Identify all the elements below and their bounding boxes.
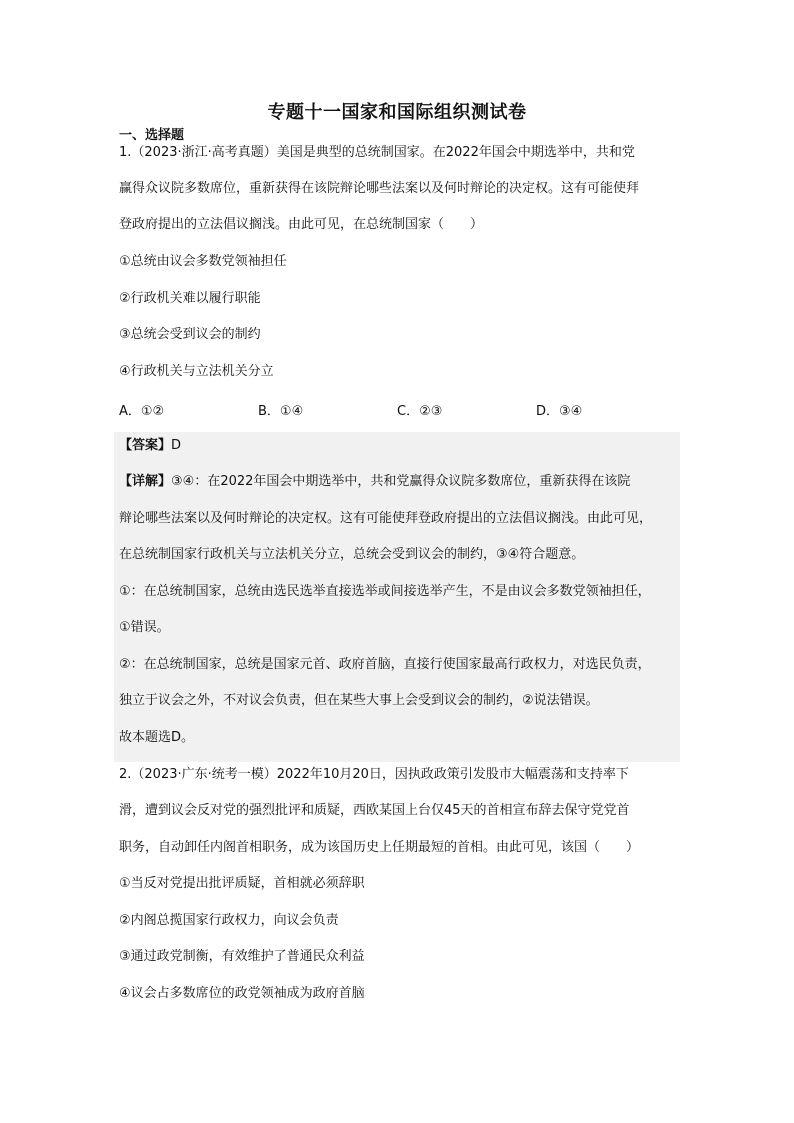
q1-options [119,400,679,418]
q1-item: ③总统会受到议会的制约 [119,327,261,342]
option-c: C．②③ [397,404,443,419]
detail-line: 故本题选D。 [119,730,195,745]
answer-label: 【答案】 [119,438,172,453]
q2-item: ④议会占多数席位的政党领袖成为政府首脑 [119,986,365,1001]
q2-stem-line: 滑，遭到议会反对党的强烈批评和质疑，西欧某国上台仅45天的首相宣布辞去保守党党首 [119,803,630,818]
detail-line: ①错误。 [119,620,170,635]
q1-item: ④行政机关与立法机关分立 [119,364,274,379]
detail-line: ②：在总统制国家，总统是国家元首、政府首脑，直接行使国家最高行政权力，对选民负责， [119,657,651,672]
document-title: 专题十一国家和国际组织测试卷 [267,102,527,123]
detail-label: 【详解】 [119,474,172,489]
q2-item: ①当反对党提出批评质疑，首相就必须辞职 [119,876,365,891]
q1-item: ②行政机关难以履行职能 [119,291,261,306]
option-b: B．①④ [258,404,304,419]
option-d: D．③④ [536,404,583,419]
q2-stem-line: 2.（2023·广东·统考一模）2022年10月20日，因执政政策引发股市大幅震荡和支持率下 [119,767,629,782]
detail-text: ③④：在2022年国会中期选举中，共和党赢得众议院多数席位，重新获得在该院 [171,474,631,489]
section-heading: 一、选择题 [119,128,185,143]
detail-line: 辩论哪些法案以及何时辩论的决定权。这有可能使拜登政府提出的立法倡议搁浅。由此可见， [119,511,653,526]
detail-line: 在总统制国家行政机关与立法机关分立，总统会受到议会的制约，③④符合题意。 [119,547,585,562]
detail-line [119,473,679,491]
answer-value: D [171,438,182,453]
q2-stem-line: 职务，自动卸任内阁首相职务，成为该国历史上任期最短的首相。由此可见，该国（ ） [119,840,640,855]
q2-item: ②内阁总揽国家行政权力，向议会负责 [119,913,339,928]
q1-stem-line: 1.（2023·浙江·高考真题）美国是典型的总统制国家。在2022年国会中期选举中，共和党 [119,145,635,160]
q1-item: ①总统由议会多数党领袖担任 [119,254,287,269]
detail-line: ①：在总统制国家，总统由选民选举直接选举或间接选举产生，不是由议会多数党领袖担任， [119,584,651,599]
q1-stem-line: 登政府提出的立法倡议搁浅。由此可见，在总统制国家（ ） [119,217,484,232]
answer-line [119,437,679,455]
option-a: A．①② [119,404,165,419]
detail-line: 独立于议会之外，不对议会负责，但在某些大事上会受到议会的制约，②说法错误。 [119,693,599,708]
q2-item: ③通过政党制衡，有效维护了普通民众利益 [119,949,365,964]
q1-stem-line: 赢得众议院多数席位，重新获得在该院辩论哪些法案以及何时辩论的决定权。这有可能使拜 [119,181,640,196]
